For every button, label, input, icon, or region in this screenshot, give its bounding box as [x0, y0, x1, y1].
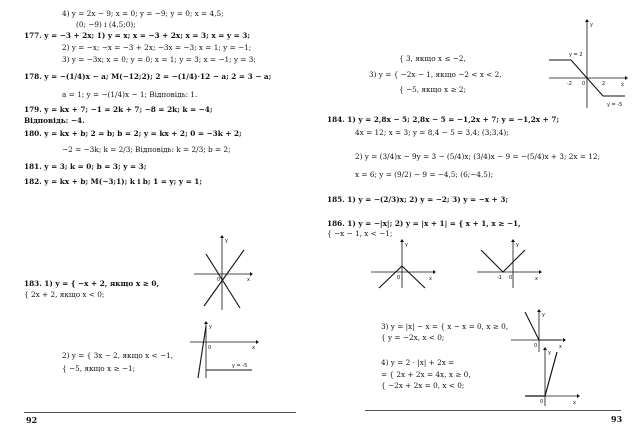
- tick-label-neg-two: -2: [567, 81, 572, 87]
- origin-label: 0: [217, 277, 221, 283]
- text-line: 184. 1) y = 2,8x − 5; 2,8x − 5 = −1,2x + 7; y = −1,2x + 7;: [327, 115, 560, 124]
- text-line: { −5, якщо x ≥ 2;: [399, 85, 466, 94]
- graph-186-4: [523, 348, 579, 408]
- text-line: 186. 1) y = −|x|; 2) y = |x + 1| = { x + 1, x ≥ −1,: [327, 219, 521, 228]
- axis-x-label: x: [247, 277, 250, 283]
- text-line: Відповідь: −4.: [24, 116, 85, 125]
- axis-x-label: x: [429, 276, 432, 282]
- axis-y-label: y: [225, 238, 228, 244]
- axis-x-label: x: [573, 400, 576, 406]
- text-line: 4) y = 2x − 9; x = 0; y = −9; y = 0; x = 4,5;: [62, 9, 224, 18]
- graph-183-1: [192, 236, 252, 312]
- text-line: (0; −9) і (4,5;0);: [76, 20, 136, 29]
- origin-label: 0: [509, 275, 513, 281]
- text-line: 180. y = kx + b; 2 = b; b = 2; y = kx + 2; 0 = −3k + 2;: [24, 129, 242, 138]
- origin-label: 0: [534, 343, 538, 349]
- text-line: 183. 1) y = { −x + 2, якщо x ≥ 0,: [24, 279, 159, 288]
- graph-186-2: [475, 240, 541, 290]
- axis-x-label: x: [252, 345, 255, 351]
- text-line: 2) y = −x; −x = −3 + 2x; −3x = −3; x = 1; y = −1;: [62, 43, 252, 52]
- text-line: a = 1; y = −(1/4)x − 1; Відповідь: 1.: [62, 90, 198, 99]
- tick-label-two: 2: [602, 81, 606, 87]
- text-line: x = 6; y = (9/2) − 9 = −4,5; (6;−4,5);: [355, 170, 494, 179]
- origin-label: 0: [582, 81, 586, 87]
- axis-y-label: y: [542, 312, 545, 318]
- text-line: 3) y = |x| − x = { x − x = 0, x ≥ 0,: [381, 322, 509, 331]
- axis-y-label: y: [548, 350, 551, 356]
- text-line: { y = −2x, x < 0;: [381, 333, 445, 342]
- origin-label: 0: [540, 399, 544, 405]
- tick-label-neg-one: -1: [497, 275, 502, 281]
- text-line: 2) y = { 3x − 2, якщо x < −1,: [62, 351, 174, 360]
- text-line: −2 = −3k; k = 2/3; Відповідь: k = 2/3; b = 2;: [62, 145, 231, 154]
- graph-186-1: [369, 240, 435, 290]
- axis-x-label: x: [535, 276, 538, 282]
- text-line: 179. y = kx + 7; −1 = 2k + 7; −8 = 2k; k = −4;: [24, 105, 213, 114]
- text-line: { −x − 1, x < −1;: [327, 229, 393, 238]
- text-line: 185. 1) y = −(2/3)x; 2) y = −2; 3) y = −x + 3;: [327, 195, 509, 204]
- text-line: { −2x + 2x = 0, x < 0;: [381, 381, 465, 390]
- footer-rule: [24, 412, 296, 413]
- footer-rule: [365, 410, 621, 411]
- axis-x-label: x: [621, 82, 624, 88]
- line-label-y-m5: y = -5: [232, 363, 248, 369]
- text-line: 177. y = −3 + 2x; 1) y = x; x = −3 + 2x; x = 3; x = y = 3;: [24, 31, 251, 40]
- text-line: = { 2x + 2x = 4x, x ≥ 0,: [381, 370, 471, 379]
- right-page: [319, 0, 638, 434]
- axis-y-label: y: [516, 242, 519, 248]
- text-line: 4x = 12; x = 3; y = 8,4 − 5 = 3,4; (3;3,4);: [355, 128, 509, 137]
- text-line: 2) y = (3/4)x − 9y = 3 − (5/4)x; (3/4)x − 9 = −(5/4)x + 3; 2x = 12;: [355, 152, 601, 161]
- text-line: 182. y = kx + b; M(−3;1); k і b; 1 = y; y = 1;: [24, 177, 203, 186]
- graph-183-2: [188, 322, 258, 380]
- text-line: 3) y = −3x; x = 0; y = 0; x = 1; y = 3; x = −1; y = 3;: [62, 55, 256, 64]
- graph-184-3: [547, 16, 627, 110]
- text-line: 181. y = 3; k = 0; b = 3; y = 3;: [24, 162, 147, 171]
- text-line: { 3, якщо x ≤ −2,: [399, 54, 466, 63]
- text-line: 3) y = { −2x − 1, якщо −2 < x < 2,: [369, 70, 502, 79]
- text-line: 178. y = −(1/4)x − a; M(−12;2); 2 = −(1/4)·12 − a; 2 = 3 − a;: [24, 72, 272, 81]
- axis-x-label: x: [559, 344, 562, 350]
- text-line: 4) y = 2 · |x| + 2x =: [381, 358, 455, 367]
- line-label-y-m5: y = -5: [607, 102, 623, 108]
- line-label-y2: y = 2: [569, 52, 583, 58]
- text-line: { −5, якщо x ≥ −1;: [62, 364, 136, 373]
- origin-label: 0: [397, 275, 401, 281]
- page-number: 93: [611, 414, 623, 424]
- axis-y-label: y: [590, 22, 593, 28]
- axis-y-label: y: [209, 324, 212, 330]
- text-line: { 2x + 2, якщо x < 0;: [24, 290, 105, 299]
- page-number: 92: [26, 415, 38, 425]
- axis-y-label: y: [405, 242, 408, 248]
- origin-label: 0: [208, 345, 212, 351]
